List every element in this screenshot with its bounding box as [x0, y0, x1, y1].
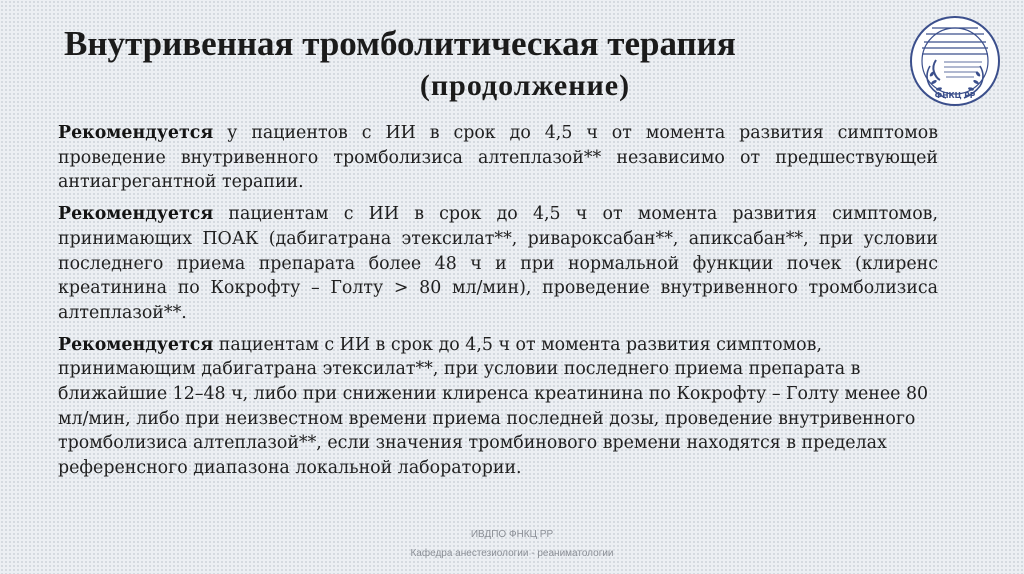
recommendation-lead: Рекомендуется	[58, 204, 214, 225]
footer-department: Кафедра анестезиологии - реаниматологии	[410, 548, 614, 559]
logo-text: ФНКЦ РР	[934, 91, 976, 100]
title-line-1: Внутривенная тромболитическая терапия	[64, 24, 736, 63]
recommendation-paragraph-1	[58, 121, 938, 195]
recommendation-lead: Рекомендуется	[58, 123, 214, 143]
slide-title	[60, 22, 880, 106]
recommendations	[58, 121, 938, 488]
recommendation-text: пациентам с ИИ в срок до 4,5 ч от момента развития симптомов, принимающим дабигатрана этексилат**, при условии последнего приема препарата в ближайшие 12–48 ч, либо при снижении клиренса креатинина по Кокрофту – Голту менее 80 мл/мин, либо при неизвестном времени приема последней дозы, проведение внутривенного тромболизиса алтеплазой**, если значения тромбинового времени находятся в пределах референсного диапазона локальной лаборатории.	[58, 334, 929, 479]
recommendation-paragraph-3	[58, 333, 938, 481]
recommendation-text: пациентам с ИИ в срок до 4,5 ч от момента развития симптомов, принимающих ПОАК (дабигатрана этексилат**, ривароксабан**, апиксабан**, при условии последнего приема препарата более 48 ч и при нормальной функции почек (клиренс креатинина по Кокрофту – Голту > 80 мл/мин), проведение внутривенного тромболизиса алтеплазой**.	[58, 204, 938, 323]
footer-institution: ИВДПО ФНКЦ РР	[470, 529, 554, 540]
recommendation-text: у пациентов с ИИ в срок до 4,5 ч от момента развития симптомов проведение внутривенного тромболизиса алтеплазой** независимо от предшествующей антиагрегантной терапии.	[58, 123, 938, 193]
title-line-2: (продолжение)	[419, 69, 631, 102]
recommendation-lead: Рекомендуется	[58, 334, 214, 355]
institution-seal-icon	[906, 14, 1004, 112]
recommendation-paragraph-2	[58, 202, 938, 326]
